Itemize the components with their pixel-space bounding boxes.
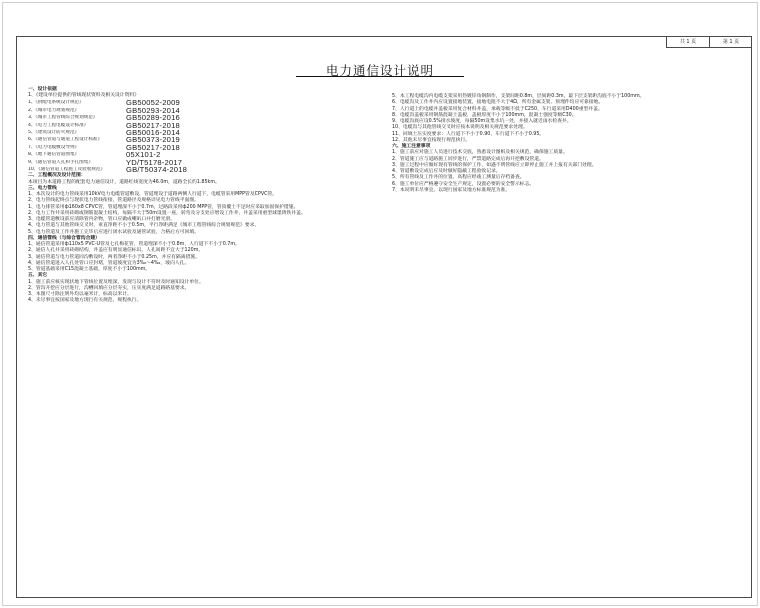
paragraph: 6、电缆沟及工作井内应设置接地装置，接地电阻不大于4Ω，所有金属支架、预埋件均应可靠接地。: [392, 100, 604, 106]
spec-row: [28, 100, 374, 107]
paragraph: 3、通信管道与电力管道同沟敷设时，两者净距不小于0.25m，并应有隔离措施。: [28, 254, 200, 260]
paragraph: 8、电缆沟盖板采用钢筋混凝土盖板，盖板厚度不小于100mm，混凝土强度等级C30。: [392, 112, 577, 118]
paragraph: 12、其他未尽事宜按现行规范执行。: [392, 137, 471, 143]
paragraph: 10、电缆沟与其他管线交叉时应按本说明及相关规范要求处理。: [392, 125, 528, 131]
spec-code: GB50016-2014: [126, 128, 180, 138]
spec-code: YD/T5178-2017: [126, 157, 183, 167]
spec-code: GB50217-2018: [126, 142, 180, 152]
basis-note: 1、《建设单位提供的管线现状资料及相关设计资料》: [28, 93, 139, 99]
section-heading-overview: 二、工程概况及设计范围：: [28, 173, 86, 179]
paragraph: 5、所有管线及工作井的位置、高程应经竣工测量后存档备查。: [392, 175, 525, 181]
paragraph: 3、本图尺寸除注明外均以毫米计，标高以米计。: [28, 292, 132, 298]
spec-label: 6、《通信管道与通道工程设计标准》: [28, 137, 103, 143]
spec-row: [28, 144, 374, 151]
spec-label: 9、《通信管道人孔和手孔图集》: [28, 159, 93, 165]
spec-label: 1、《供配电系统设计规范》: [28, 100, 84, 106]
paragraph: 2、管道施工应与道路施工同步进行，严禁道路完成后再开挖敷设管道。: [392, 156, 544, 162]
spec-row: [28, 151, 374, 158]
section-heading-basis: 一、设计依据: [28, 87, 57, 92]
spec-label: 4、《电力工程电缆设计标准》: [28, 122, 89, 128]
paragraph: 1、通信管道采用ф110x5 PVC-U管及七孔梅花管，管道埋深不小于0.8m，人行道下不小于0.7m。: [28, 242, 240, 248]
spec-code: GB50289-2016: [126, 113, 180, 123]
paragraph: 4、电力管道与其他管线交叉时，垂直净距不小于0.5m，平行净距满足《城市工程管线综合规划规范》要求。: [28, 223, 260, 229]
right-column: [392, 94, 742, 194]
paragraph: 2、电力管线起终点与现状电力管线衔接，管道路径及规格详见电力管线平面图。: [28, 198, 199, 204]
spec-label: 7、《电力电缆敷设导则》: [28, 144, 80, 150]
spec-label: 8、《地下通信管道图集》: [28, 152, 80, 158]
spec-row: [28, 122, 374, 129]
paragraph: 3、电缆管道敷设前应清除管内杂物，管口应做成喇叭口并打磨光滑。: [28, 217, 175, 223]
spec-code: GB50373-2019: [126, 135, 180, 145]
paragraph: 1、施工前应对施工人员进行技术交底，熟悉设计图纸及相关规范，确保施工质量。: [392, 150, 568, 156]
paragraph: 5、本工程电缆沟内电缆支架采用热镀锌角钢制作，支架间距0.8m，层间距0.3m，最下层支架距沟底不小于100mm。: [392, 94, 645, 99]
paragraph: 本项目为本道路工程的配套电力通信设计，道路红线宽度为46.0m，道路全长约1.85km。: [28, 179, 220, 185]
title-block: [666, 36, 752, 48]
paragraph: 1、施工前应核实现状地下管线位置及埋深，发现与设计不符时及时通知设计单位。: [28, 279, 204, 285]
paragraph: 11、回填土压实度要求：人行道下不小于0.90，车行道下不小于0.95。: [392, 131, 545, 137]
paragraph: 9、电缆沟底应设0.5%排水坡度，每隔50m设集水坑一处，并接入就近雨水检查井。: [392, 119, 572, 124]
spec-label: 3、《城市工程管线综合规划规范》: [28, 115, 98, 121]
paragraph: 5、电力管道及工作井施工完毕后应进行闭水试验及通管试验，合格后方可回填。: [28, 229, 199, 235]
title-underline: [296, 76, 464, 77]
spec-row: [28, 159, 374, 166]
paragraph: 2、管沟开挖应分层进行，沟槽回填应分层夯实，压实度满足道路路基要求。: [28, 285, 190, 291]
paragraph: 7、本说明未尽事宜，以现行国家及地方标准规范为准。: [392, 187, 511, 193]
spec-label: 5、《建筑设计防火规范》: [28, 130, 80, 136]
section-heading-construction: 六、施工注意事项: [392, 144, 431, 149]
spec-row: [28, 136, 374, 143]
spec-label: 10、《通信管道工程施工及验收规范》: [28, 167, 106, 172]
spec-row: [28, 107, 374, 114]
paragraph: 2、电力工作井采用砖砌或钢筋混凝土结构，每隔不大于50m设置一座，转弯及分支处应增设工作井，井盖采用重型球墨铸铁井盖。: [28, 210, 306, 216]
paragraph: 2、通信人孔井采用砖砌结构，井盖应有明显通信标识，人孔间距不宜大于120m。: [28, 248, 204, 254]
paragraph: 4、通信管道进入人孔处管口应封堵，管道坡度宜为3‰～4‰，坡向人孔。: [28, 260, 190, 266]
document-title: 电力通信设计说明: [325, 63, 434, 78]
page-number: 第 1 页: [709, 36, 752, 48]
paragraph: 5、管道基础采用C15混凝土基础，厚度不小于100mm。: [28, 267, 151, 273]
spec-code: 05X101-2: [126, 150, 161, 160]
paragraph: 1、电力排管采用ф160x8 CPVC管，管道埋深不小于0.7m，过路段采用ф200 MPP管，管顶覆土不足时应采取加固保护措施。: [28, 204, 299, 210]
spec-code: GB50293-2014: [126, 105, 180, 115]
spec-code: GB/T50374-2018: [126, 165, 188, 174]
spec-code: GB50217-2018: [126, 120, 180, 130]
paragraph: 1、本次设计的电力管线采用10kV电力电缆管道敷设，管道埋设于道路两侧人行道下，电缆管采用MPP管及CPVC管。: [28, 192, 278, 198]
section-heading-power: 三、电力管线: [28, 185, 57, 191]
paragraph: 6、施工单位应严格遵守安全生产规定，设置必要的安全警示标志。: [392, 181, 535, 187]
paragraph: 4、未尽事宜按国家及地方现行有关规范、规程执行。: [28, 298, 142, 304]
paragraph: 7、人行道上的电缆井盖板采用复合材料井盖，承载等级不低于C250，车行道采用D400重型井盖。: [392, 106, 603, 112]
left-column: [28, 87, 374, 305]
paragraph: 3、施工过程中应做好现有管线的保护工作，如遇不明管线应立即停止施工并上报有关部门处理。: [392, 162, 597, 168]
section-heading-other: 五、其它: [28, 273, 48, 279]
spec-row: [28, 129, 374, 136]
spec-label: 2、《城市电力规划规范》: [28, 107, 80, 113]
sheet-count: 共 1 页: [666, 36, 709, 48]
spec-code: GB50052-2009: [126, 98, 180, 108]
section-heading-telecom: 四、通信管线（与综合管沟合建）: [28, 235, 100, 241]
paragraph: 4、管道敷设完成后应及时做好隐蔽工程验收记录。: [392, 169, 501, 174]
spec-row: [28, 114, 374, 121]
